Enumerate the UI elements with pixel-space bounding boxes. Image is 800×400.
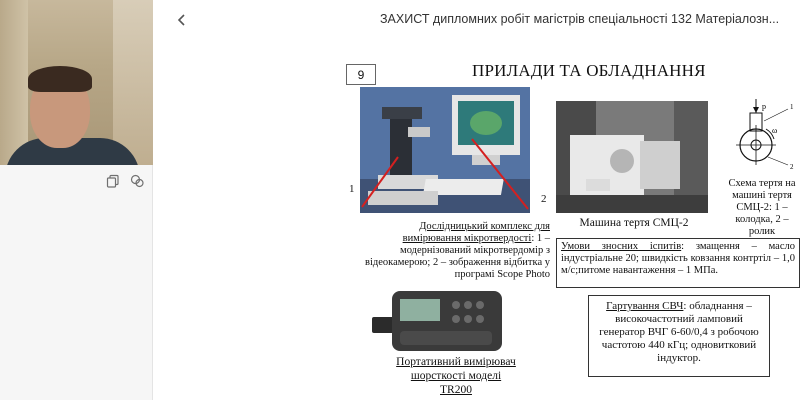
conditions-rest: : змащення – масло індустріальне 20; швидкість ковзання контртіл – 1,0 м/с;питоме навантаження – 1 МПа. xyxy=(561,241,795,276)
friction-schema-diagram xyxy=(728,99,800,175)
roughness-meter-photo xyxy=(370,287,504,355)
viewer-header xyxy=(154,0,800,40)
presentation-slide xyxy=(338,41,800,400)
annotation-label-2: 2 xyxy=(541,193,547,205)
friction-machine-photo xyxy=(556,101,708,213)
conditions-underlined: Умови зносних іспитів xyxy=(561,241,682,252)
hardening-underlined: Гартування СВЧ xyxy=(606,300,684,312)
schema-label-2: 2 xyxy=(790,163,794,171)
document-title: ЗАХИСТ дипломних робіт магістрів спеціальності 132 Матеріалозн... xyxy=(380,12,780,26)
webcam-wall xyxy=(113,0,153,165)
friction-schema-caption: Схема тертя на машині тертя СМЦ-2: 1 – колодка, 2 – ролик xyxy=(728,178,796,237)
schema-label-omega: ω xyxy=(772,126,778,135)
friction-machine-caption: Машина тертя СМЦ-2 xyxy=(579,217,689,229)
webcam-person-hair xyxy=(28,66,92,92)
chat-icon[interactable] xyxy=(130,174,144,188)
test-conditions-box xyxy=(556,238,800,288)
copy-icon[interactable] xyxy=(106,174,120,188)
back-button[interactable] xyxy=(170,8,194,32)
roughness-meter-caption: Портативний вимірювач шорсткості моделі TR200 xyxy=(396,356,516,396)
schema-label-p: p xyxy=(762,102,766,111)
video-panel xyxy=(0,0,153,400)
microhardness-complex-photo xyxy=(360,87,530,213)
lab-caption-rest: : 1 – модернізований мікротвердомір з відеокамерою; 2 – зображення відбитка у програмі Scope Photo xyxy=(365,233,550,280)
lab-caption-underlined: Дослідницький комплекс для вимірювання мікротвердості xyxy=(402,221,550,244)
annotation-label-1: 1 xyxy=(349,183,355,195)
slide-title: ПРИЛАДИ ТА ОБЛАДНАННЯ xyxy=(472,61,706,80)
media-icons xyxy=(106,174,144,188)
lab-complex-caption xyxy=(360,221,550,281)
chevron-left-icon xyxy=(176,13,188,27)
slide-number: 9 xyxy=(346,64,376,85)
webcam-video xyxy=(0,0,153,165)
hf-hardening-box xyxy=(588,295,770,377)
webcam-curtain xyxy=(0,0,28,165)
schema-label-1: 1 xyxy=(790,103,794,111)
hardening-rest: : обладнання – високочастотний ламповий генератор ВЧГ 6-60/0,4 з робочою частотою 440 кГц; одновитковий індуктор. xyxy=(599,300,759,364)
